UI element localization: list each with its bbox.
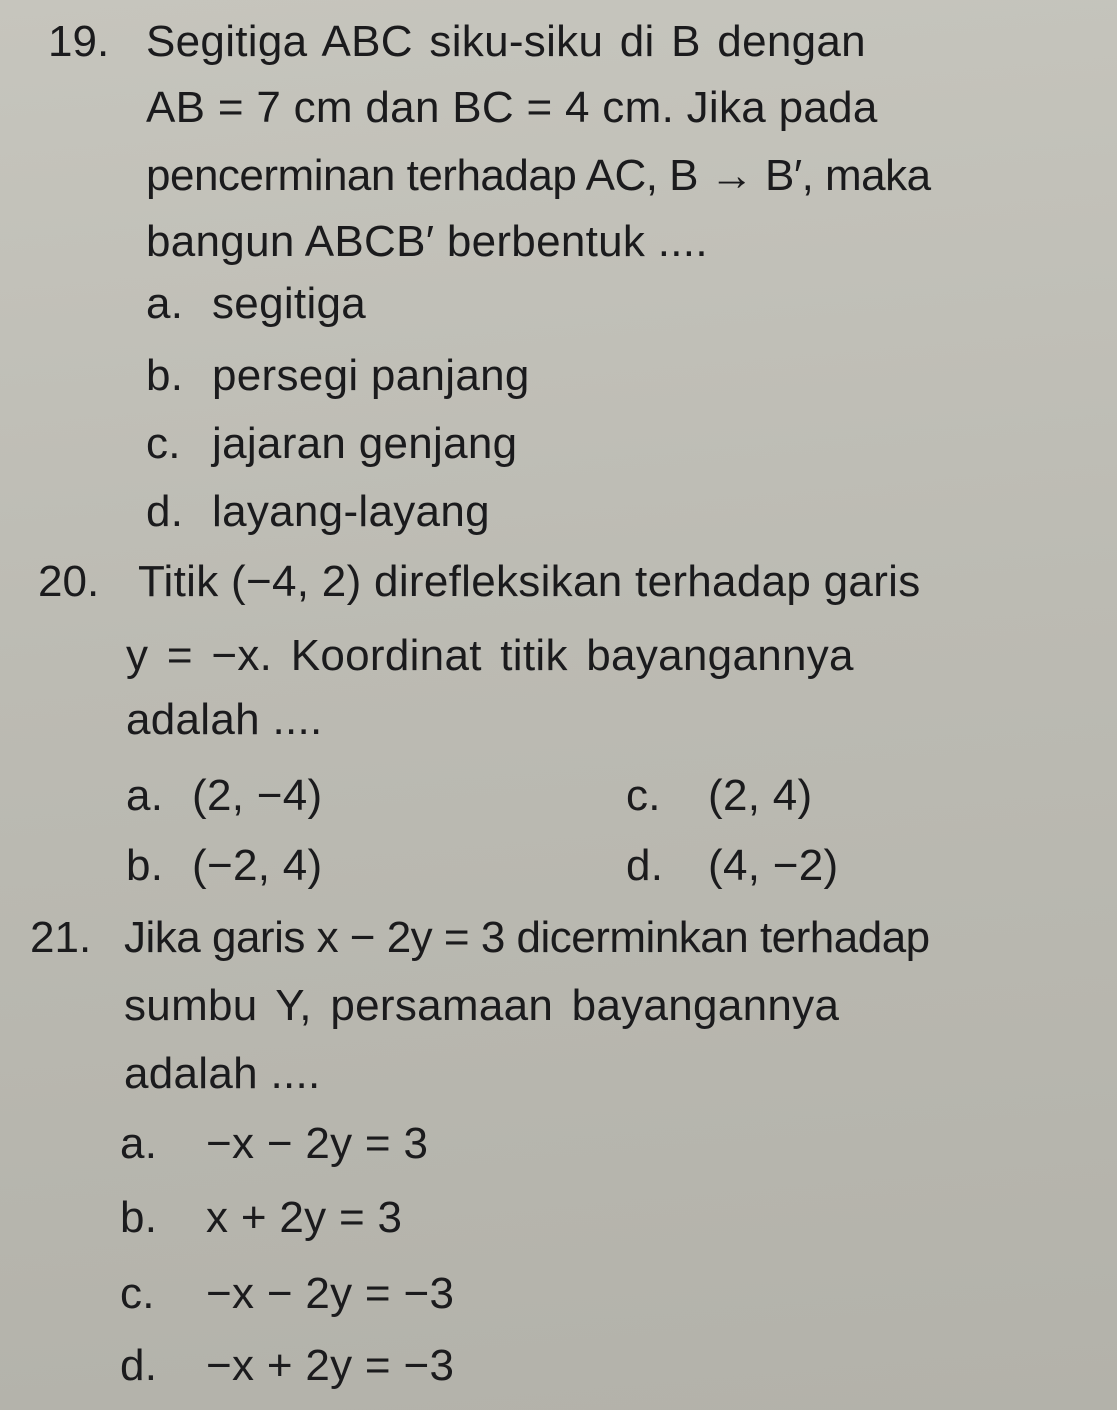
option-d[interactable] <box>146 484 490 540</box>
option-letter: b. <box>126 841 164 890</box>
option-c[interactable] <box>120 1266 454 1322</box>
question-text-line: bangun ABCB′ berbentuk .... <box>146 217 708 266</box>
option-text: −x − 2y = 3 <box>206 1119 429 1168</box>
question-text-line: Segitiga ABC siku-siku di B dengan <box>146 17 866 66</box>
option-letter: c. <box>120 1269 155 1318</box>
option-letter: a. <box>120 1119 158 1168</box>
option-text: layang-layang <box>212 487 490 536</box>
option-a[interactable] <box>146 276 366 332</box>
option-text: jajaran genjang <box>212 419 518 468</box>
option-text: −x + 2y = −3 <box>206 1341 455 1390</box>
question-text-line: y = −x. Koordinat titik bayangannya <box>126 631 854 680</box>
option-text: −x − 2y = −3 <box>206 1269 455 1318</box>
option-a[interactable] <box>120 1116 428 1172</box>
option-letter: c. <box>146 419 181 468</box>
option-letter: d. <box>120 1341 158 1390</box>
option-text: (−2, 4) <box>192 841 323 890</box>
option-c[interactable] <box>146 416 517 472</box>
option-letter: a. <box>126 771 164 820</box>
option-text: persegi panjang <box>212 351 530 400</box>
question-number: 19. <box>48 17 110 66</box>
option-letter: b. <box>120 1193 158 1242</box>
option-b[interactable] <box>146 348 530 404</box>
option-letter: b. <box>146 351 184 400</box>
question-text-line: AB = 7 cm dan BC = 4 cm. Jika pada <box>146 83 878 132</box>
option-text: (2, 4) <box>708 771 813 820</box>
question-text-line: Jika garis x − 2y = 3 dicerminkan terhadap <box>124 913 930 962</box>
option-c[interactable] <box>626 768 813 824</box>
option-letter: a. <box>146 279 184 328</box>
question-text-line: sumbu Y, persamaan bayangannya <box>124 981 840 1030</box>
option-letter: d. <box>146 487 184 536</box>
option-a[interactable] <box>126 768 323 824</box>
option-b[interactable] <box>126 838 323 894</box>
option-text: (2, −4) <box>192 771 323 820</box>
option-letter: c. <box>626 771 661 820</box>
option-d[interactable] <box>626 838 839 894</box>
question-text-line: adalah .... <box>126 695 323 744</box>
question-text-line: adalah .... <box>124 1049 321 1098</box>
option-text: x + 2y = 3 <box>206 1193 403 1242</box>
question-text-line: pencerminan terhadap AC, B → B′, maka <box>146 151 931 200</box>
option-d[interactable] <box>120 1338 454 1394</box>
option-letter: d. <box>626 841 664 890</box>
option-text: (4, −2) <box>708 841 839 890</box>
question-text-line: Titik (−4, 2) direfleksikan terhadap garis <box>138 557 921 606</box>
question-number: 21. <box>30 913 92 962</box>
question-number: 20. <box>38 557 100 606</box>
option-b[interactable] <box>120 1190 402 1246</box>
option-text: segitiga <box>212 279 367 328</box>
